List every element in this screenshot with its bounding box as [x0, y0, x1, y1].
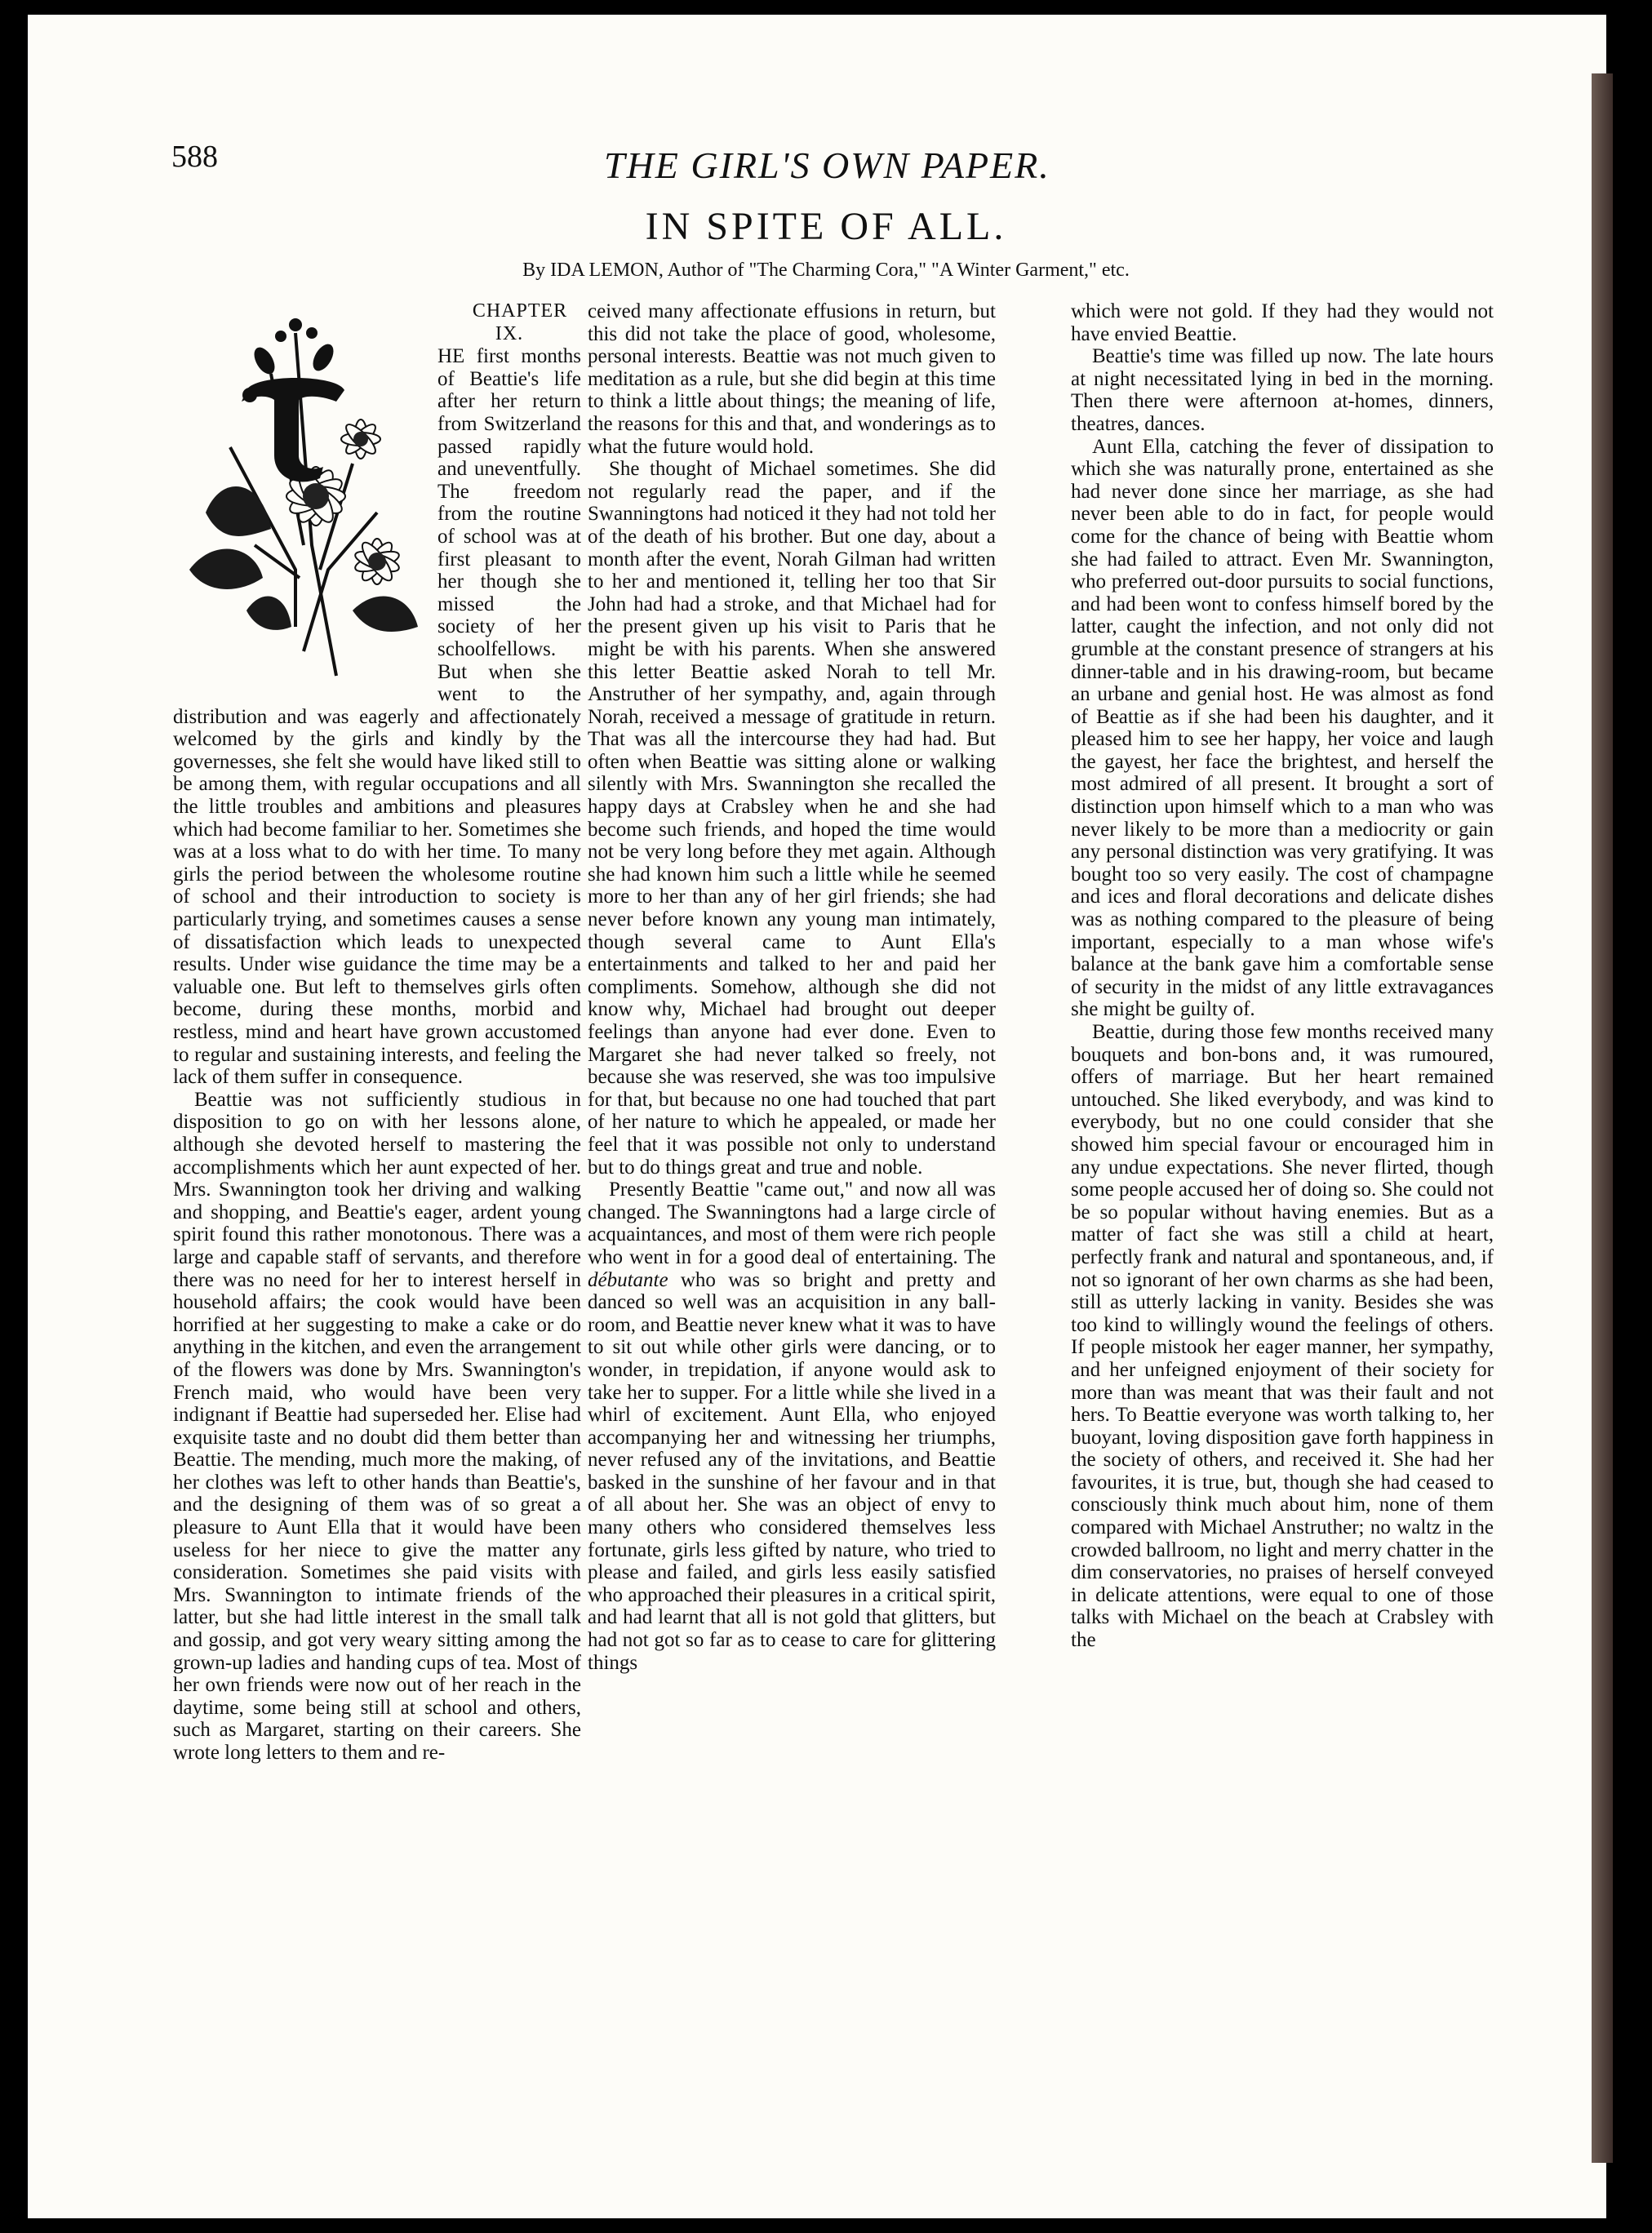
paragraph: She thought of Michael sometimes. She did not regularly read the paper, and if the Swanningtons had noticed it they had not told her of the death of his brother. But one day, about a month after the event, Norah Gilman had written to her and mentioned it, telling her too that Sir John had had a stroke, and that Michael had for the present given up his visit to Paris that he might be with his parents. When she answered this letter Beattie asked Norah to tell Mr. Anstruther of her sympathy, and, again through Norah, received a message of gratitude in return. That was all the intercourse they had had. But often when Beattie was sitting alone or walking silently with Mrs. Swannington she recalled the happy days at Crabsley when he and she had become such friends, and hoped the time would not be very long before they met again. Although she had known him such a little while he seemed more to her than any of her girl friends; she had never before known any young man intimately, though several came to Aunt Ella's entertainments and talked to her and paid her compliments. Somehow, although she did not know why, Michael had brought out deeper feelings than anyone had ever done. Even to Margaret she had never talked so freely, not because she was reserved, she was too impulsive for that, but because no one had touched that part of her nature to which he appealed, or made her feel that it was possible not only to understand but to do things great and true and noble. — [588, 458, 996, 1179]
paragraph: HE first months of Beattie's life after her return from Switzerland passed rapidly and uneventfully. The freedom from the routine of school was at first pleasant to her though she missed the society of her schoolfellows. But when she went to the distribution and was eagerly and affectionately welcomed by the girls and kindly by the governesses, she felt she would have liked still to be among them, with regular occupations and all the little troubles and ambitions and pleasures which had become familiar to her. Sometimes she was at a loss what to do with her time. To many girls the period between the wholesome routine of school and their introduction to society is particularly trying, and sometimes causes a sense of dissatisfaction which leads to unexpected results. Under wise guidance the time may be a valuable one. But left to themselves girls often become, during these months, morbid and restless, mind and heart have grown accustomed to regular and sustaining interests, and feeling the lack of them suffer in consequence. — [173, 345, 581, 1089]
paragraph: Beattie's time was filled up now. The late hours at night necessitated lying in bed in the morning. Then there were afternoon at-homes, dinners, theatres, dances. — [1071, 345, 1494, 435]
paragraph: which were not gold. If they had they would not have envied Beattie. — [1071, 300, 1494, 345]
text-column-3 — [1071, 300, 1494, 1652]
paragraph: Beattie, during those few months received many bouquets and bon-bons and, it was rumoured, offers of marriage. But her heart remained untouched. She liked everybody, and was kind to everybody, but no one could consider that she showed him special favour or encouraged him in any undue expectations. She never flirted, though some people accused her of doing so. She could not be so popular without having enemies. But as a matter of fact she was still a child at heart, perfectly frank and natural and spontaneous, and, if not so ignorant of her own charms as she had been, still as utterly lacking in vanity. Besides she was too kind to willingly wound the feelings of others. If people mistook her eager manner, her sympathy, and her unfeigned enjoyment of their society for more than was meant that was their fault and not hers. To Beattie everyone was worth talking to, her buoyant, loving disposition gave forth happiness in the society of others, and received it. She had her favourites, it is true, but, though she had ceased to consciously think much about him, none of them compared with Michael Anstruther; no waltz in the crowded ballroom, no light and merry chatter in the dim conservatories, no praises of herself conveyed in delicate attentions, were equal to one of those talks with Michael on the beach at Crabsley with the — [1071, 1021, 1494, 1652]
italic-word: débutante — [588, 1268, 668, 1291]
paragraph: Beattie was not sufficiently studious in disposition to go on with her lessons alone, although she devoted herself to mastering the accomplishments which her aunt expected of her. Mrs. Swannington took her driving and walking and shopping, and Beattie's eager, ardent young spirit found this rather monotonous. There was a large and capable staff of servants, and therefore there was no need for her to interest herself in household affairs; the cook would have been horrified at her suggesting to make a cake or do anything in the kitchen, and even the arrangement of the flowers was done by Mrs. Swannington's French maid, who would have been very indignant if Beattie had superseded her. Elise had exquisite taste and no doubt did them better than Beattie. The mending, much more the making, of her clothes was left to other hands than Beattie's, and the designing of them was of so great a pleasure to Aunt Ella that it would have been useless for her niece to give the matter any consideration. Sometimes she paid visits with Mrs. Swannington to intimate friends of the latter, but she had little interest in the small talk and gossip, and got very weary sitting among the grown-up ladies and handing cups of tea. Most of her own friends were now out of her reach in the daytime, some being still at school and others, such as Margaret, starting on their careers. She wrote long letters to them and re- — [173, 1088, 581, 1764]
article-title: IN SPITE OF ALL. — [645, 205, 1007, 248]
article-byline: By IDA LEMON, Author of "The Charming Cora," "A Winter Garment," etc. — [522, 260, 1130, 281]
paragraph-text: who was so bright and pretty and danced so well was an acquisition in any ball-room, and Beattie never knew what it was to have to sit out while other girls were dancing, or to wonder, in trepidation, if anyone would ask to take her to supper. For a little while she lived in a whirl of excitement. Aunt Ella, who enjoyed accompanying her and witnessing her triumphs, never refused any of the invitations, and Beattie basked in the sunshine of her favour and in that of all about her. She was an object of envy to many others who considered themselves less fortunate, girls less gifted by nature, who tried to please and failed, and girls less easily satisfied who approached their pleasures in a critical spirit, and had learnt that all is not gold that glitters, but had not got so far as to cease to care for glittering things — [588, 1268, 996, 1674]
running-head: THE GIRL'S OWN PAPER. — [604, 144, 1050, 186]
flower-bouquet-drop-cap-icon — [173, 300, 426, 689]
paragraph — [588, 1179, 996, 1674]
page-edge-shadow — [1592, 73, 1613, 2163]
chapter-heading: CHAPTER IX. — [472, 300, 568, 344]
paragraph: Aunt Ella, catching the fever of dissipation to which she was naturally prone, entertained as she had never done since her marriage, as she had never been able to do in fact, for people would come for the chance of being with Beattie whom she had failed to attract. Even Mr. Swannington, who preferred out-door pursuits to social functions, and had been wont to confess himself bored by the latter, caught the infection, and not only did not grumble at the constant presence of strangers at his dinner-table and in his drawing-room, but became an urbane and genial host. He was almost as fond of Beattie as if she had been his daughter, and it pleased him to see her happy, her voice and laugh the gayest, her face the brightest, and herself the most admired of all present. It brought a sort of distinction upon himself which to a man who was never likely to be more than a mediocrity or gain any personal distinction was very gratifying. It was bought too so very easily. The cost of champagne and ices and floral decorations and delicate dishes was as nothing compared to the pleasure of being important, especially to a man whose wife's balance at the bank gave him a comfortable sense of security in the midst of any little extravagances she might be guilty of. — [1071, 435, 1494, 1021]
paragraph-text: Presently Beattie "came out," and now all was changed. The Swanningtons had a large circle of acquaintances, and most of them were rich people who went in for a good deal of entertaining. The — [588, 1179, 996, 1268]
text-column-1 — [173, 300, 581, 1765]
page-number: 588 — [171, 140, 218, 174]
paragraph: ceived many affectionate effusions in return, but this did not take the place of good, wholesome, personal interests. Beattie was not much given to meditation as a rule, but she did begin at this time to think a little about things; the meaning of life, the reasons for this and that, and wonderings as to what the future would hold. — [588, 300, 996, 458]
text-column-2 — [588, 300, 996, 1674]
